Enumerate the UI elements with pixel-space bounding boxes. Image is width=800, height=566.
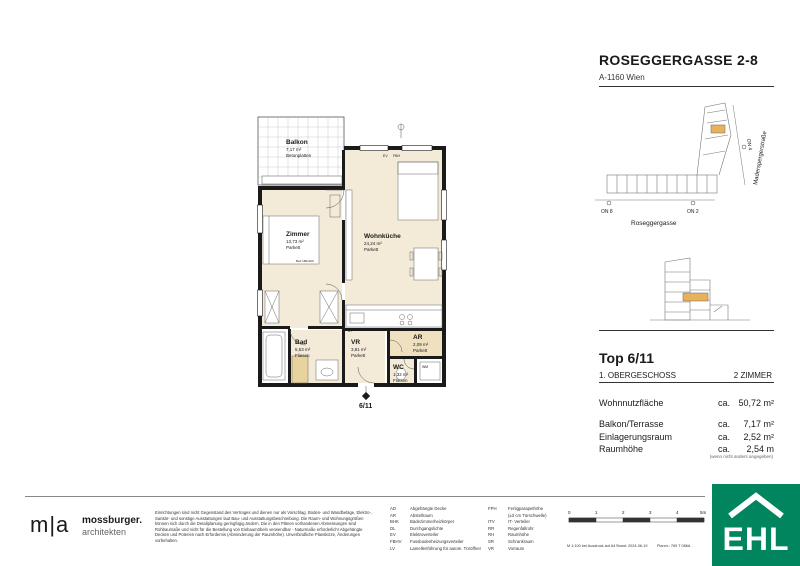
legend-item: FBHV Fussbodenheizungsverteiler — [390, 538, 464, 544]
balkon-material: Betonplatten — [286, 153, 312, 158]
area-row-living — [599, 398, 774, 410]
area-ca: ca. — [718, 398, 731, 408]
legend-item: BHK Badezimmerheizkörper — [390, 519, 455, 525]
tag-fbh: FBH — [393, 154, 400, 158]
key-plan — [595, 95, 780, 235]
north-label-2: ON 2 — [687, 209, 699, 215]
ehl-logo — [712, 484, 800, 566]
zimmer-name: Zimmer — [286, 231, 310, 238]
footer-divider — [25, 496, 705, 497]
vr-area: 3,81 m² — [351, 347, 367, 352]
tag-wm: WM — [422, 365, 429, 369]
area-label: Wohnnutzfläche — [599, 398, 664, 408]
wohnkueche-name: Wohnküche — [364, 233, 401, 240]
area-value: 7,17 m² — [743, 419, 774, 429]
scale-bar — [565, 504, 710, 534]
ar-material: Parkett — [413, 348, 428, 353]
north-label-3: ON 4 — [745, 138, 753, 151]
door-label: 6/11 — [359, 403, 373, 410]
street-label-vertical: Maderspergerstraße — [753, 130, 769, 186]
unit-highlight — [711, 125, 725, 133]
plan-number: Plannr.: 769 T 086A — [657, 544, 691, 548]
legend-item: RR Regenfallrohr — [488, 525, 534, 531]
plan-date: Stand: 2024-06-19 — [616, 544, 648, 548]
scale-note: M 1:100 bei Ausdruck auf A4 — [567, 544, 616, 548]
ar-name: AR — [413, 334, 423, 341]
area-ca: ca. — [718, 444, 731, 454]
architect-name: mossburger. — [82, 515, 143, 526]
house-roof-icon — [726, 490, 786, 520]
divider-unit — [599, 382, 774, 383]
wc-area: 1,32 m² — [393, 372, 409, 377]
disclaimer-text: Einrichtungen sind nicht Gegenstand des Vertrages und dienen nur als Vorschlag. Boden- und Wandbeläge, Elektro-, Sanitär- und sonstige Ausstattungen laut Bau- und Ausstattungsbeschreibung. Die Raum- und Wohnungsgrößen können sich durch die Detailplanung geringfügig ändern. Die in den Plänen vorhandenen Abmessungen sind Rohbaumaße und nicht für die Bestellung von Einbaumöbeln verwendbar - Naturmaße erforderlich! Abgehängte Decken und Poterien nach Erfordernis (Abminderung der Raumhöhe). Unverbindliche Planskizze, Änderungen vorbehalten. — [155, 510, 373, 543]
unit-floor: 1. OBERGESCHOSS — [599, 371, 676, 380]
tag-ev: EV — [383, 154, 388, 158]
area-ca: ca. — [718, 419, 731, 429]
architect-logo-mark: m|a — [30, 512, 70, 537]
bad-area: 5,53 m² — [295, 347, 311, 352]
architect-sub: architekten — [82, 527, 127, 537]
legend-right — [488, 506, 547, 552]
zimmer-bed-label: Bett 180x200 — [296, 259, 314, 263]
wc-name: WC — [393, 364, 404, 371]
bad-material: Fliesen — [295, 353, 310, 358]
scale-tick: 3 — [649, 510, 652, 515]
scale-tick: 0 — [568, 510, 571, 515]
scale-tick: 1 — [595, 510, 598, 515]
area-label: Balkon/Terrasse — [599, 419, 664, 429]
legend-item: LV Lamellenführung für autom. Türöffner — [390, 545, 482, 551]
legend-item: ITV IT- Verteiler — [488, 519, 530, 525]
scale-tick: 4 — [676, 510, 679, 515]
area-value: 2,52 m² — [743, 432, 774, 442]
area-row-balcony — [599, 419, 774, 431]
scale-tick: 5m — [700, 510, 707, 515]
area-value: 50,72 m² — [738, 398, 774, 408]
balkon-area: 7,17 m² — [286, 147, 302, 152]
legend-left — [390, 506, 481, 552]
legend-item: DL Durchgangslichte — [390, 525, 444, 531]
legend-item: SR Schrankraum — [488, 538, 534, 544]
legend-item: (±3 cm Türschwelle) — [508, 512, 547, 518]
wohnkueche-area: 24,24 m² — [364, 241, 382, 246]
vr-name: VR — [351, 339, 361, 346]
project-city: A-1160 Wien — [599, 73, 645, 82]
section-diagram — [650, 250, 760, 330]
ar-area: 2,09 m² — [413, 342, 429, 347]
unit-rooms: 2 ZIMMER — [733, 371, 772, 380]
scale-tick: 2 — [622, 510, 625, 515]
divider-mid — [599, 330, 774, 331]
street-label: Roseggergasse — [631, 220, 677, 227]
bad-name: Bad — [295, 339, 308, 346]
area-value: 2,54 m — [746, 444, 774, 454]
legend-item: AR Abstellraum — [390, 512, 433, 518]
wohnkueche-material: Parkett — [364, 247, 379, 252]
legend-item: EV Elektroverteiler — [390, 532, 439, 538]
vr-material: Parkett — [351, 353, 366, 358]
divider-top — [599, 86, 774, 87]
ehl-brand-name: EHL — [722, 521, 790, 557]
area-label: Einlagerungsraum — [599, 432, 673, 442]
legend-item: AD Abgehängte Decke — [390, 506, 447, 511]
area-row-storage — [599, 432, 774, 444]
north-label-1: ON 8 — [601, 209, 613, 215]
legend-item: FPH Fertigparapethöhe — [488, 506, 544, 511]
zimmer-material: Parkett — [286, 245, 301, 250]
zimmer-area: 13,73 m² — [286, 239, 304, 244]
legend-item: RH Raumhöhe — [488, 532, 530, 538]
wc-material: Fliesen — [393, 378, 408, 383]
height-note: (wenn nicht anders angegeben) — [709, 454, 773, 459]
area-ca: ca. — [718, 432, 731, 442]
area-label: Raumhöhe — [599, 444, 644, 454]
unit-title: Top 6/11 — [599, 350, 654, 366]
legend-item: VR Vorraum — [488, 545, 525, 551]
balkon-name: Balkon — [286, 139, 308, 146]
section-unit-highlight — [683, 293, 708, 301]
tag-gt: GT — [348, 329, 353, 333]
project-title: ROSEGGERGASSE 2-8 — [599, 52, 759, 68]
